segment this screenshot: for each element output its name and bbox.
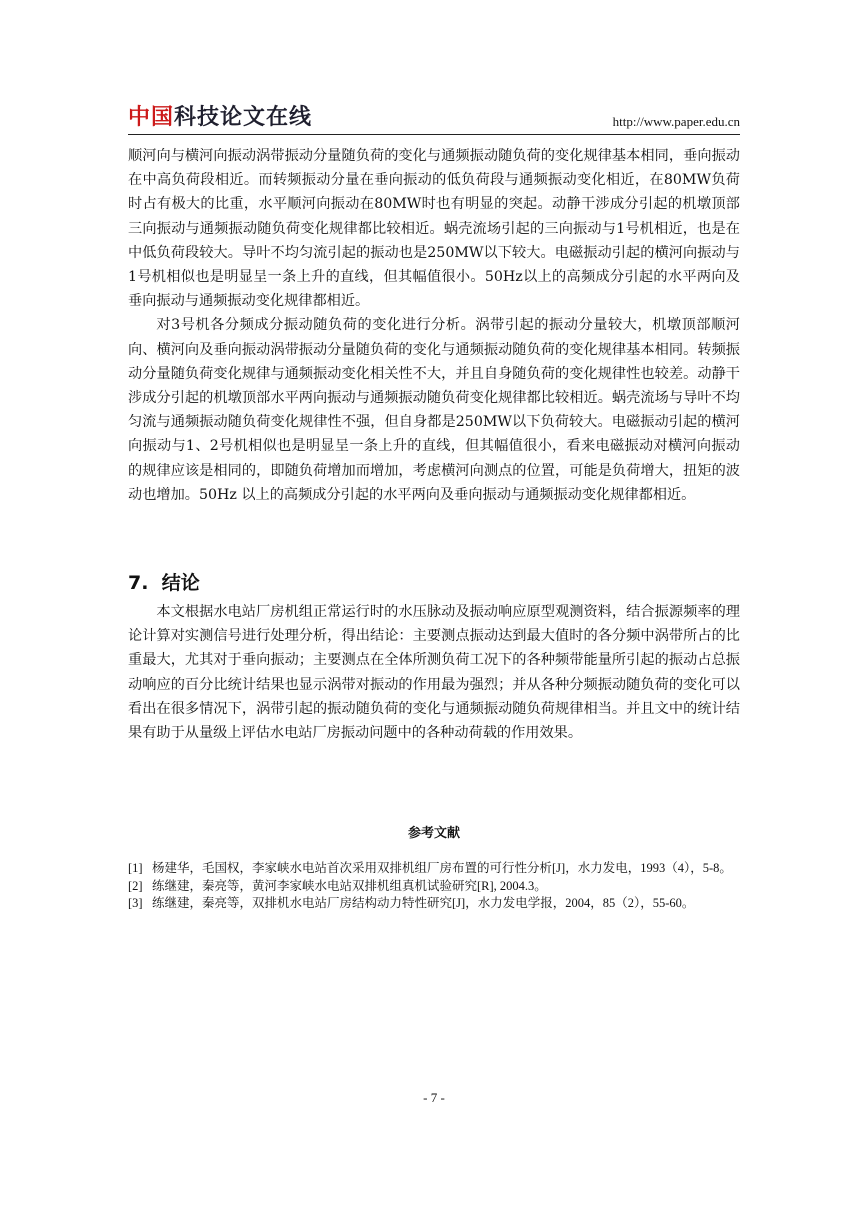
- reference-number: [3]: [128, 896, 143, 910]
- page-number: - 7 -: [423, 1090, 445, 1105]
- reference-text: 练继建，秦亮等，双排机水电站厂房结构动力特性研究[J]，水力发电学报，2004，85（2），55-60。: [152, 896, 695, 910]
- conclusion-body: [128, 600, 740, 745]
- reference-text: 练继建，秦亮等，黄河李家峡水电站双排机组真机试验研究[R], 2004.3。: [152, 878, 547, 893]
- reference-number: [2]: [128, 878, 143, 893]
- paragraph: 顺河向与横河向振动涡带振动分量随负荷的变化与通频振动随负荷的变化规律基本相同，垂向振动在中高负荷段相近。而转频振动分量在垂向振动的低负荷段与通频振动变化相近，在80MW负荷时占有极大的比重，水平顺河向振动在80MW时也有明显的突起。动静干涉成分引起的机墩顶部三向振动与通频振动随负荷变化规律都比较相近。蜗壳流场引起的三向振动与1号机相近，也是在中低负荷段较大。导叶不均匀流引起的振动也是250MW以下较大。电磁振动引起的横河向振动与1号机相似也是明显呈一条上升的直线，但其幅值很小。50Hz以上的高频成分引起的水平两向及垂向振动与通频振动变化规律都相近。: [128, 148, 740, 310]
- references-title: 参考文献: [407, 826, 460, 841]
- paragraph: 本文根据水电站厂房机组正常运行时的水压脉动及振动响应原型观测资料，结合振源频率的理论计算对实测信号进行处理分析，得出结论：主要测点振动达到最大值时的各分频中涡带所占的比重最大，尤其对于垂向振动；主要测点在全体所测负荷工况下的各种频带能量所引起的振动占总振动响应的百分比统计结果也显示涡带对振动的作用最为强烈；并从各种分频振动随负荷的变化可以看出在很多情况下，涡带引起的振动随负荷的变化与通频振动随负荷规律相当。并且文中的统计结果有助于从量级上评估水电站厂房振动问题中的各种动荷载的作用效果。: [128, 604, 740, 742]
- journal-logo: [128, 104, 312, 132]
- reference-item: [128, 895, 740, 913]
- body-paragraphs: [128, 144, 740, 507]
- section-heading: [128, 568, 200, 595]
- paragraph: 对3号机各分频成分振动随负荷的变化进行分析。涡带引起的振动分量较大，机墩顶部顺河向、横河向及垂向振动涡带振动分量随负荷的变化与通频振动随负荷的变化规律基本相同。转频振动分量随负荷变化规律与通频振动变化相关性不大，并且自身随负荷的变化规律性也较差。动静干涉成分引起的机墩顶部水平两向振动与通频振动随负荷变化规律都比较相近。蜗壳流场与导叶不均匀流与通频振动随负荷变化规律性不强，但自身都是250MW以下负荷较大。电磁振动引起的横河向振动与1、2号机相似也是明显呈一条上升的直线，但其幅值很小，看来电磁振动对横河向振动的规律应该是相同的，即随负荷增加而增加，考虑横河向测点的位置，可能是负荷增大，扭矩的波动也增加。50Hz 以上的高频成分引起的水平两向及垂向振动与通频振动变化规律都相近。: [128, 317, 740, 503]
- reference-number: [1]: [128, 861, 143, 875]
- reference-item: [128, 860, 740, 878]
- page-header: [128, 104, 740, 132]
- reference-item: [128, 878, 740, 896]
- reference-text: 杨建华，毛国权，李家峡水电站首次采用双排机组厂房布置的可行性分析[J]，水力发电，1993（4），5-8。: [152, 861, 732, 875]
- header-url[interactable]: http://www.paper.edu.cn: [612, 114, 740, 129]
- section-title: 结论: [161, 572, 200, 594]
- reference-list: [128, 860, 740, 913]
- logo-red-text: 中国: [128, 105, 175, 130]
- header-rule: [128, 134, 740, 135]
- section-number: 7.: [128, 572, 149, 594]
- logo-dark-text: 科技论文在线: [174, 105, 313, 130]
